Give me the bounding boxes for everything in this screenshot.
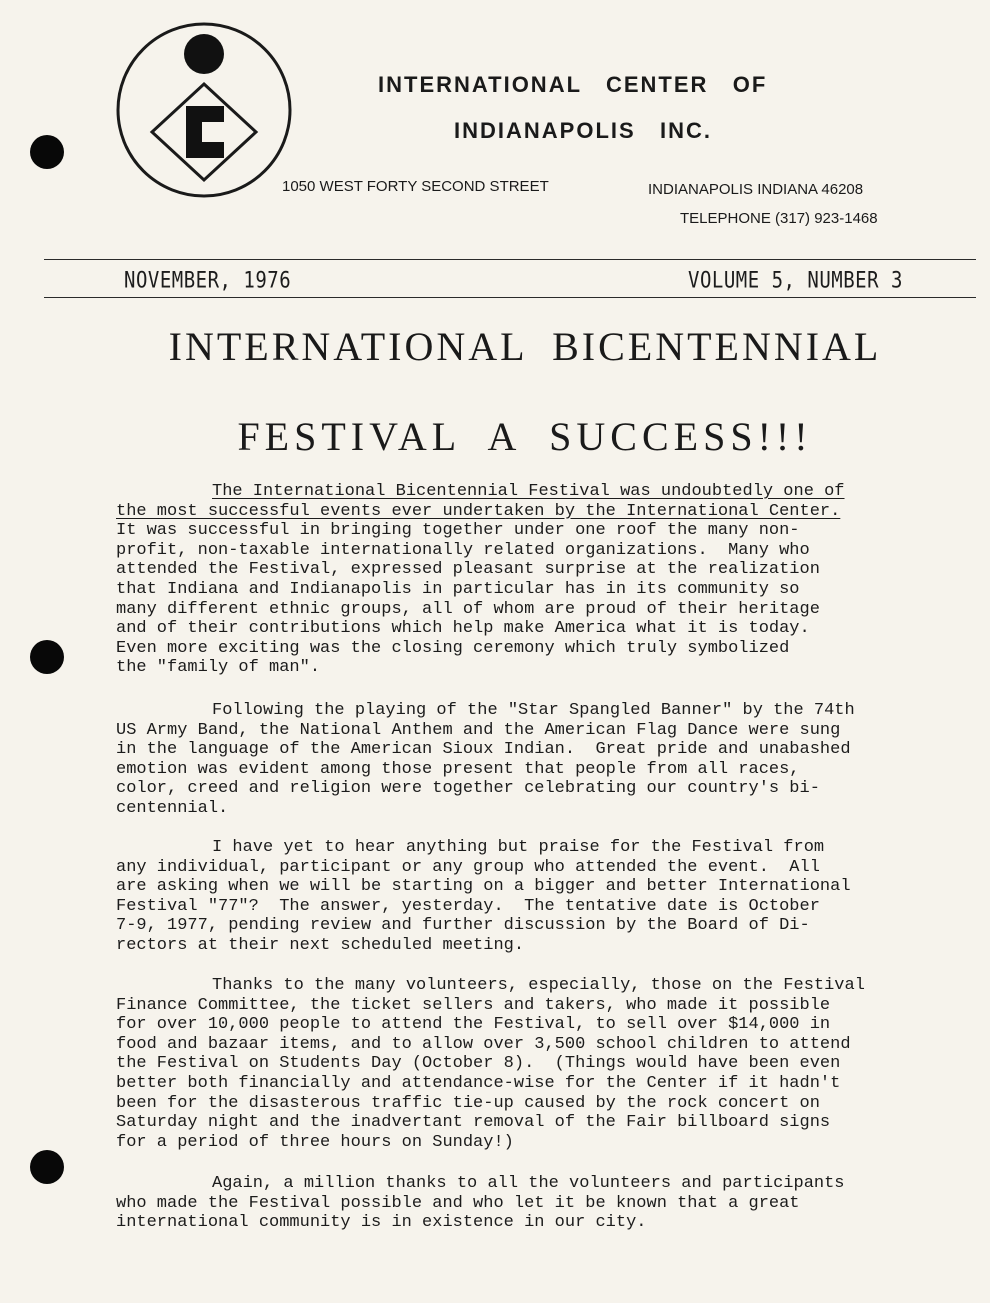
center-logo-icon [112,18,296,198]
city-address: INDIANAPOLIS INDIANA 46208 [648,181,864,198]
article-paragraph-5: Again, a million thanks to all the volunteers and participants who made the Festival possible and who let it be known that a great international community is in existence in our city. [116,1174,845,1233]
article-paragraph-1 [116,482,936,678]
article-lead-line: The International Bicentennial Festival was undoubtedly one of [212,482,845,501]
telephone: TELEPHONE (317) 923-1468 [680,210,878,227]
org-name-line2: INDIANAPOLIS INC. [454,118,713,143]
headline-line2: FESTIVAL A SUCCESS!!! [237,414,813,459]
header-rule-bottom [44,297,976,298]
article-paragraph-1-body: It was successful in bringing together under one roof the many non- profit, non-taxable internationally related organizations. Many who attended the Festival, expressed pleasant surprise at the realization that Indiana and Indianapolis in particular has in its community so many different ethnic groups, all of whom are proud of their heritage and of their contributions which help make America what it is today. Even more exciting was the closing ceremony which truly symbolized the "family of man". [116,521,820,678]
punch-hole-middle [30,640,64,674]
org-name-line1: INTERNATIONAL CENTER OF [378,72,768,97]
article-paragraph-2: Following the playing of the "Star Spangled Banner" by the 74th US Army Band, the National Anthem and the American Flag Dance were sung in the language of the American Sioux Indian. Great pride and unabashed emotion was evident among those present that people from all races, color, creed and religion were together celebrating our country's bi- centennial. [116,701,855,818]
headline-line1: INTERNATIONAL BICENTENNIAL [168,324,882,369]
article-lead-line: the most successful events ever undertaken by the International Center. [116,501,841,521]
issue-date: NOVEMBER, 1976 [124,268,292,294]
header-rule-top [44,259,976,260]
article-lead-underlined [116,482,936,521]
article-paragraph-3: I have yet to hear anything but praise for the Festival from any individual, participant or any group who attended the event. All are asking when we will be starting on a bigger and better International Festival "77"? The answer, yesterday. The tentative date is October 7-9, 1977, pending review and further discussion by the Board of Di- rectors at their next scheduled meeting. [116,838,851,955]
punch-hole-top [30,135,64,169]
issue-volume: VOLUME 5, NUMBER 3 [688,268,903,294]
street-address: 1050 WEST FORTY SECOND STREET [282,178,549,195]
article-paragraph-4: Thanks to the many volunteers, especially, those on the Festival Finance Committee, the ticket sellers and takers, who made it possible for over 10,000 people to attend the Festival, to sell over $14,000 in food and bazaar items, and to allow over 3,500 school children to attend the Festival on Students Day (October 8). (Things would have been even better both financially and attendance-wise for the Center if it hadn't been for the disasterous traffic tie-up caused by the rock concert on Saturday night and the inadvertant removal of the Fair billboard signs for a period of three hours on Sunday!) [116,976,865,1152]
punch-hole-bottom [30,1150,64,1184]
